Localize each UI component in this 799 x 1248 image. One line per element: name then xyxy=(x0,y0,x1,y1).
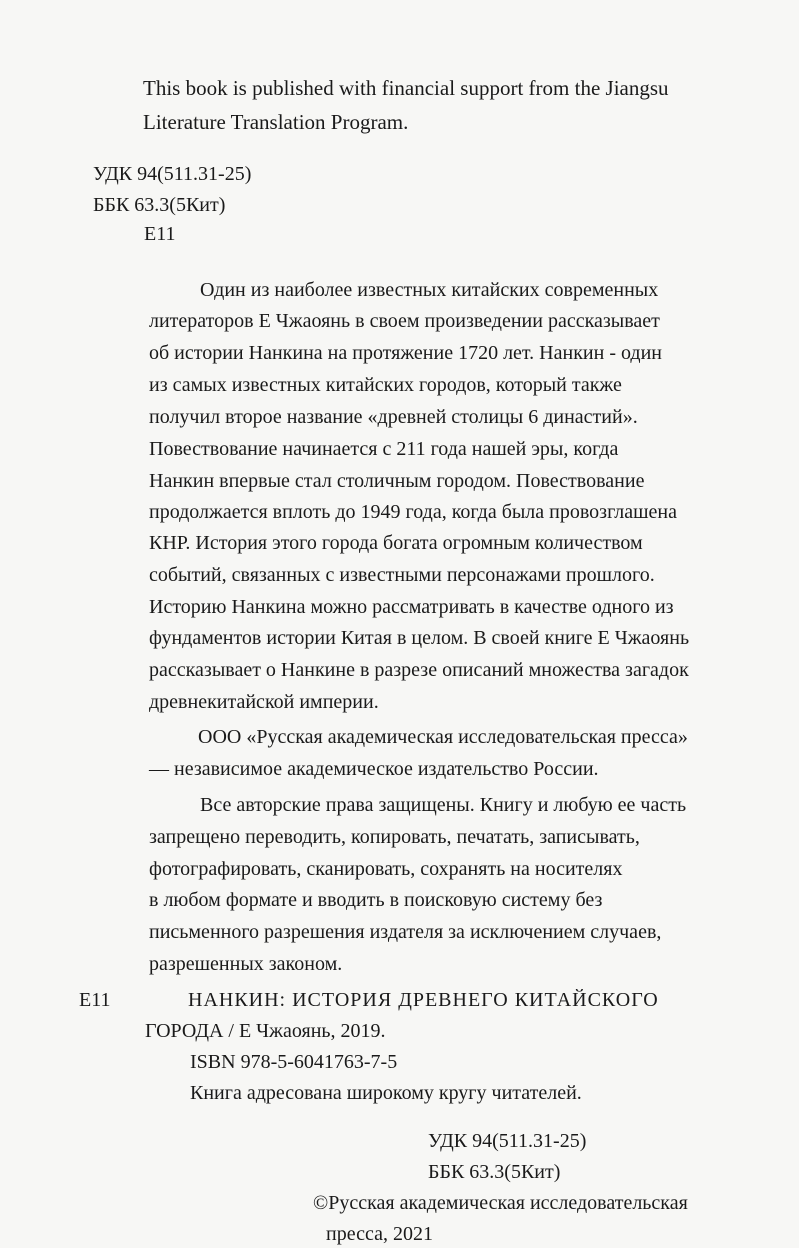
publisher-note-line: — независимое академическое издательство России. xyxy=(149,758,599,780)
udk-code-top: УДК 94(511.31-25) xyxy=(93,163,252,185)
copyright-line-1: ©Русская академическая исследовательская xyxy=(313,1192,688,1214)
annotation-line: литераторов Е Чжаоянь в своем произведении рассказывает xyxy=(149,310,660,332)
annotation-line: событий, связанных с известными персонажами прошлого. xyxy=(149,564,655,586)
support-note-line-2: Literature Translation Program. xyxy=(143,110,409,134)
annotation-line: об истории Нанкина на протяжение 1720 лет. Нанкин - один xyxy=(149,342,662,364)
bbk-code-top: ББК 63.3(5Кит) xyxy=(93,194,226,216)
bbk-code-bottom: ББК 63.3(5Кит) xyxy=(428,1161,561,1183)
annotation-line: Один из наиболее известных китайских современных xyxy=(200,279,659,301)
annotation-line: из самых известных китайских городов, который также xyxy=(149,374,622,396)
author-mark-record: Е11 xyxy=(79,989,111,1011)
rights-note-line: запрещено переводить, копировать, печатать, записывать, xyxy=(149,826,640,848)
book-title-line-2: ГОРОДА / Е Чжаоянь, 2019. xyxy=(145,1020,386,1042)
rights-note-line: в любом формате и вводить в поисковую систему без xyxy=(149,889,603,911)
annotation-line: Нанкин впервые стал столичным городом. Повествование xyxy=(149,470,645,492)
annotation-line: Историю Нанкина можно рассматривать в качестве одного из xyxy=(149,596,674,618)
rights-note-line: письменного разрешения издателя за исключением случаев, xyxy=(149,921,662,943)
annotation-line: фундаментов истории Китая в целом. В своей книге Е Чжаоянь xyxy=(149,627,690,649)
udk-code-bottom: УДК 94(511.31-25) xyxy=(428,1130,587,1152)
annotation-line: получил второе название «древней столицы 6 династий». xyxy=(149,406,638,428)
rights-note-line: разрешенных законом. xyxy=(149,953,343,975)
publisher-note-line: ООО «Русская академическая исследовательская пресса» xyxy=(198,726,688,748)
rights-note-line: Все авторские права защищены. Книгу и любую ее часть xyxy=(200,794,687,816)
isbn: ISBN 978-5-6041763-7-5 xyxy=(190,1051,398,1073)
author-mark-top: Е11 xyxy=(144,223,176,245)
annotation-line: Повествование начинается с 211 года нашей эры, когда xyxy=(149,438,619,460)
book-title-line-1: НАНКИН: ИСТОРИЯ ДРЕВНЕГО КИТАЙСКОГО xyxy=(188,989,659,1011)
support-note-line-1: This book is published with financial support from the Jiangsu xyxy=(143,76,669,100)
annotation-line: КНР. История этого города богата огромным количеством xyxy=(149,532,643,554)
copyright-line-2: пресса, 2021 xyxy=(326,1223,433,1245)
rights-note-line: фотографировать, сканировать, сохранять на носителях xyxy=(149,858,623,880)
audience-note: Книга адресована широкому кругу читателей. xyxy=(190,1082,582,1104)
annotation-line: продолжается вплоть до 1949 года, когда была провозглашена xyxy=(149,501,677,523)
annotation-line: рассказывает о Нанкине в разрезе описаний множества загадок xyxy=(149,659,689,681)
annotation-line: древнекитайской империи. xyxy=(149,691,379,713)
